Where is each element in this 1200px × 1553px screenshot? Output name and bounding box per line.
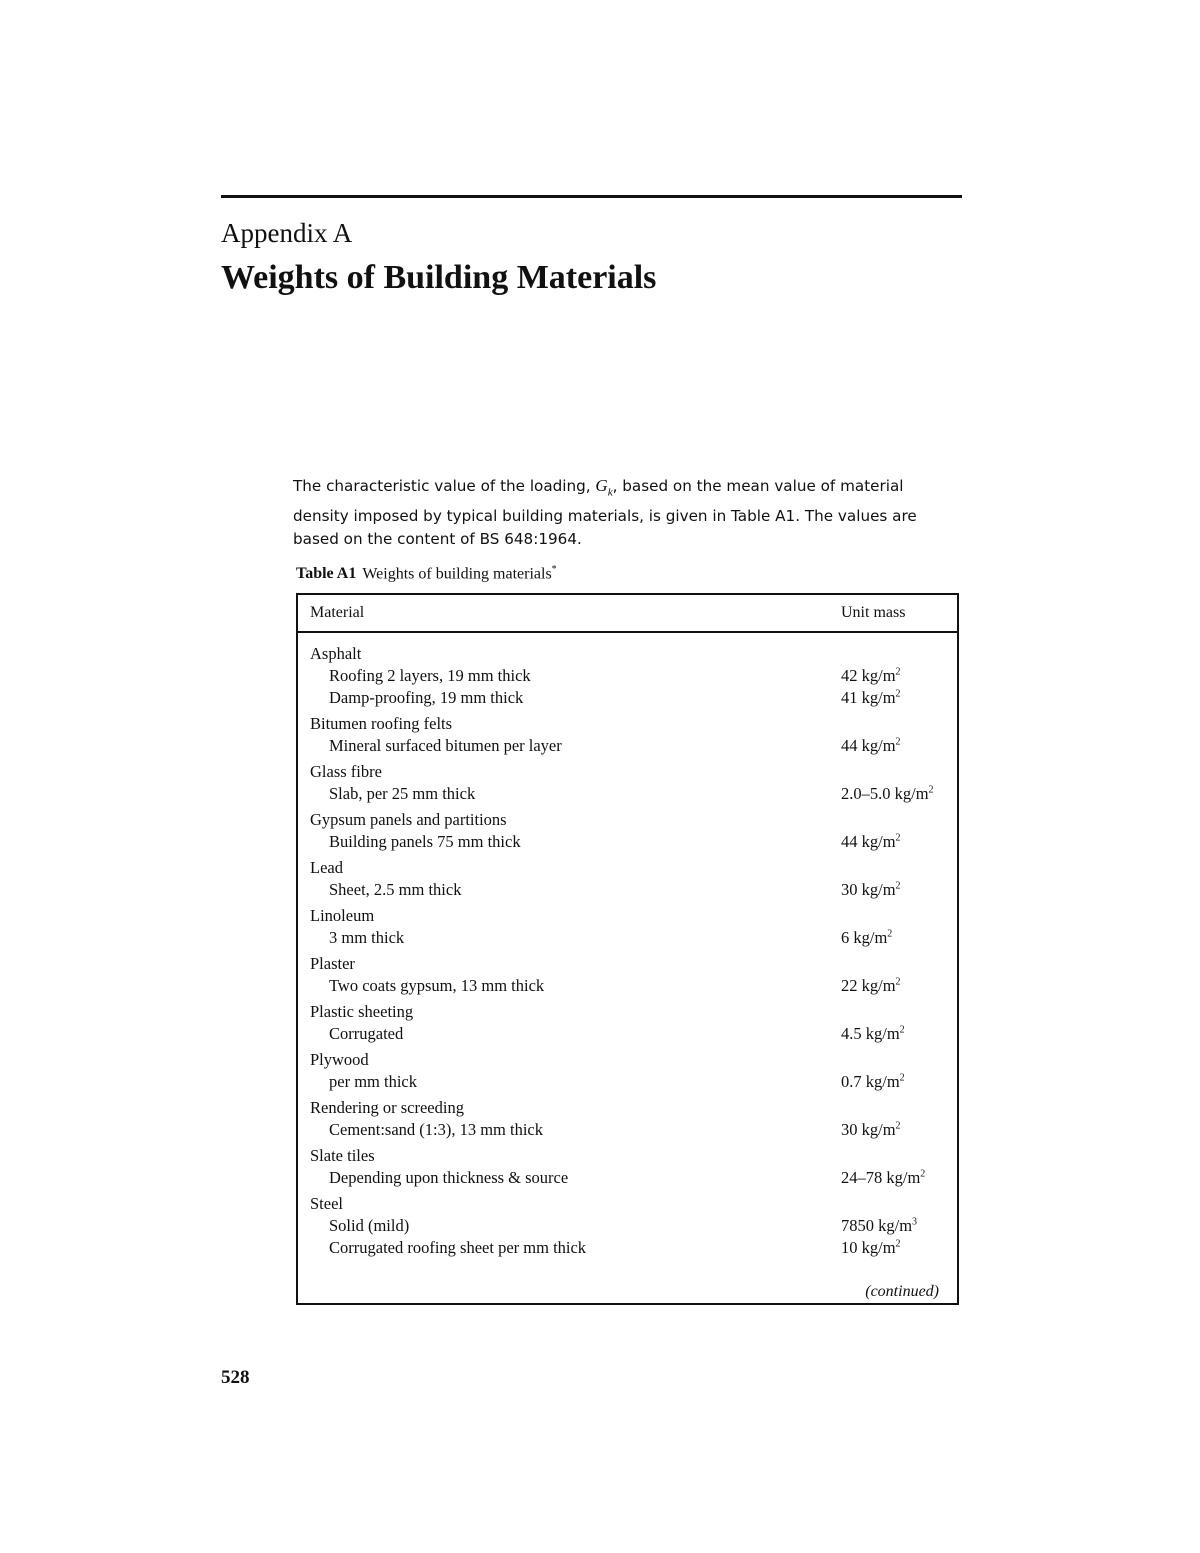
intro-paragraph bbox=[293, 474, 961, 552]
material-name: Building panels 75 mm thick bbox=[329, 832, 521, 851]
unit-mass-exponent: 2 bbox=[895, 880, 901, 892]
table-row bbox=[298, 1215, 957, 1237]
table-row bbox=[298, 879, 957, 901]
material-name: Corrugated bbox=[329, 1024, 404, 1043]
unit-mass-value bbox=[841, 1071, 905, 1093]
table-row bbox=[298, 687, 957, 709]
table-row bbox=[298, 1237, 957, 1259]
material-name: per mm thick bbox=[329, 1072, 417, 1091]
material-category: Plaster bbox=[310, 954, 355, 973]
unit-mass-value bbox=[841, 1023, 905, 1045]
material-name: Cement:sand (1:3), 13 mm thick bbox=[329, 1120, 544, 1139]
material-category: Rendering or screeding bbox=[310, 1098, 464, 1117]
material-group bbox=[298, 713, 957, 757]
material-group bbox=[298, 1001, 957, 1045]
unit-mass-exponent: 2 bbox=[887, 928, 893, 940]
materials-table bbox=[296, 593, 959, 1305]
loading-symbol-main: G bbox=[595, 476, 608, 495]
material-group bbox=[298, 809, 957, 853]
material-name: Two coats gypsum, 13 mm thick bbox=[329, 976, 545, 995]
unit-mass-exponent: 2 bbox=[895, 832, 901, 844]
unit-mass-exponent: 2 bbox=[920, 1168, 926, 1180]
loading-symbol bbox=[595, 476, 613, 499]
material-name: 3 mm thick bbox=[329, 928, 405, 947]
unit-mass-exponent: 2 bbox=[899, 1072, 905, 1084]
column-header-material: Material bbox=[310, 604, 365, 621]
table-caption-footnote-mark: * bbox=[551, 564, 557, 575]
chapter-title: Weights of Building Materials bbox=[221, 259, 657, 296]
material-category: Plywood bbox=[310, 1050, 369, 1069]
unit-mass-value bbox=[841, 1119, 901, 1141]
unit-mass-value bbox=[841, 831, 901, 853]
unit-mass-value bbox=[841, 1167, 925, 1189]
page-number: 528 bbox=[221, 1367, 250, 1388]
unit-mass-text: 22 kg/m bbox=[841, 976, 896, 995]
unit-mass-text: 0.7 kg/m bbox=[841, 1072, 900, 1091]
table-row bbox=[298, 735, 957, 757]
unit-mass-text: 42 kg/m bbox=[841, 666, 896, 685]
column-header-unit-mass: Unit mass bbox=[841, 604, 906, 621]
material-category: Glass fibre bbox=[310, 762, 382, 781]
unit-mass-exponent: 2 bbox=[895, 1120, 901, 1132]
table-row bbox=[298, 975, 957, 997]
table-row bbox=[298, 665, 957, 687]
table-row bbox=[298, 783, 957, 805]
unit-mass-text: 6 kg/m bbox=[841, 928, 888, 947]
material-name: Corrugated roofing sheet per mm thick bbox=[329, 1238, 587, 1257]
unit-mass-exponent: 3 bbox=[912, 1216, 918, 1228]
table-caption-label: Table A1 bbox=[296, 565, 357, 583]
table-row bbox=[298, 1023, 957, 1045]
material-name: Solid (mild) bbox=[329, 1216, 410, 1235]
appendix-label: Appendix A bbox=[221, 218, 353, 248]
material-name: Sheet, 2.5 mm thick bbox=[329, 880, 462, 899]
unit-mass-text: 10 kg/m bbox=[841, 1238, 896, 1257]
unit-mass-text: 30 kg/m bbox=[841, 880, 896, 899]
material-group bbox=[298, 1049, 957, 1093]
table-caption-text: Weights of building materials bbox=[362, 565, 552, 583]
unit-mass-text: 2.0–5.0 kg/m bbox=[841, 784, 929, 803]
material-name: Roofing 2 layers, 19 mm thick bbox=[329, 666, 531, 685]
material-category: Slate tiles bbox=[310, 1146, 375, 1165]
unit-mass-exponent: 2 bbox=[895, 688, 901, 700]
unit-mass-text: 7850 kg/m bbox=[841, 1216, 913, 1235]
material-category: Bitumen roofing felts bbox=[310, 714, 453, 733]
unit-mass-exponent: 2 bbox=[899, 1024, 905, 1036]
material-category: Linoleum bbox=[310, 906, 375, 925]
material-category: Asphalt bbox=[310, 644, 362, 663]
material-name: Slab, per 25 mm thick bbox=[329, 784, 476, 803]
unit-mass-value bbox=[841, 1215, 917, 1237]
unit-mass-exponent: 2 bbox=[895, 976, 901, 988]
material-name: Depending upon thickness & source bbox=[329, 1168, 569, 1187]
material-category: Plastic sheeting bbox=[310, 1002, 414, 1021]
material-group bbox=[298, 857, 957, 901]
unit-mass-text: 24–78 kg/m bbox=[841, 1168, 921, 1187]
table-row bbox=[298, 927, 957, 949]
unit-mass-value bbox=[841, 687, 901, 709]
unit-mass-value bbox=[841, 735, 901, 757]
material-group bbox=[298, 1193, 957, 1259]
intro-text-end: , based on the mean value of material density imposed by typical building materials, is given in Table A1. The values are based on the content of BS 648:1964. bbox=[293, 477, 917, 549]
continued-note: (continued) bbox=[865, 1283, 939, 1300]
table-row bbox=[298, 1119, 957, 1141]
unit-mass-value bbox=[841, 975, 901, 997]
table-row bbox=[298, 1071, 957, 1093]
material-category: Lead bbox=[310, 858, 343, 877]
unit-mass-text: 30 kg/m bbox=[841, 1120, 896, 1139]
unit-mass-text: 41 kg/m bbox=[841, 688, 896, 707]
material-group bbox=[298, 953, 957, 997]
material-group bbox=[298, 905, 957, 949]
intro-text-start: The characteristic value of the loading, bbox=[293, 477, 596, 495]
table-caption bbox=[296, 560, 557, 584]
unit-mass-exponent: 2 bbox=[895, 1238, 901, 1250]
unit-mass-value bbox=[841, 665, 901, 687]
material-category: Gypsum panels and partitions bbox=[310, 810, 507, 829]
unit-mass-exponent: 2 bbox=[895, 666, 901, 678]
unit-mass-value bbox=[841, 1237, 901, 1259]
material-group bbox=[298, 1097, 957, 1141]
material-group bbox=[298, 643, 957, 709]
table-body bbox=[298, 633, 957, 1259]
material-group bbox=[298, 761, 957, 805]
material-group bbox=[298, 1145, 957, 1189]
table-row bbox=[298, 1167, 957, 1189]
unit-mass-exponent: 2 bbox=[928, 784, 934, 796]
unit-mass-value bbox=[841, 879, 901, 901]
unit-mass-exponent: 2 bbox=[895, 736, 901, 748]
material-name: Mineral surfaced bitumen per layer bbox=[329, 736, 562, 755]
unit-mass-value bbox=[841, 783, 934, 805]
header-rule bbox=[221, 195, 962, 198]
loading-symbol-subscript: k bbox=[607, 486, 613, 499]
material-category: Steel bbox=[310, 1194, 343, 1213]
table-header bbox=[298, 595, 957, 633]
unit-mass-text: 4.5 kg/m bbox=[841, 1024, 900, 1043]
material-name: Damp-proofing, 19 mm thick bbox=[329, 688, 524, 707]
unit-mass-value bbox=[841, 927, 892, 949]
unit-mass-text: 44 kg/m bbox=[841, 832, 896, 851]
unit-mass-text: 44 kg/m bbox=[841, 736, 896, 755]
table-row bbox=[298, 831, 957, 853]
